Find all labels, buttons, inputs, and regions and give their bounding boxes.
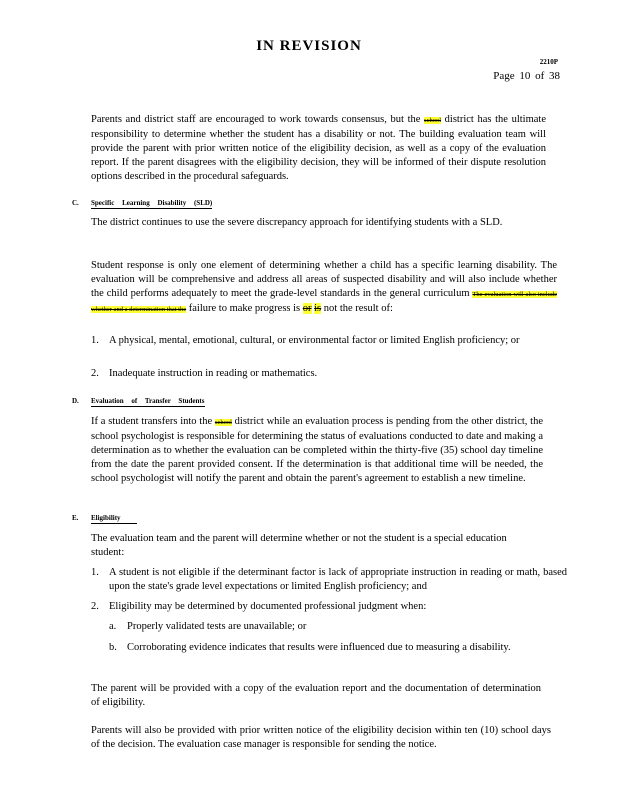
list-text: A student is not eligible if the determinant factor is lack of appropriate instruction in reading or math, based upon the state's grade level expectations or limited English proficiency; and xyxy=(109,567,567,592)
intro-text-1: Parents and district staff are encouraged to work towards consensus, but the xyxy=(91,114,425,125)
list-text: Corroborating evidence indicates that results were influenced due to measuring a disability. xyxy=(127,642,511,653)
section-e-letter: E. xyxy=(72,514,79,522)
intro-struck-word: school xyxy=(424,117,442,124)
list-text: Inadequate instruction in reading or mathematics. xyxy=(109,368,318,379)
page-number: Page 10 of 38 xyxy=(493,70,560,82)
section-e-list-item-2 xyxy=(91,600,567,614)
section-e-subitem-b xyxy=(109,641,547,655)
section-d-letter: D. xyxy=(72,397,79,405)
section-e-subitem-a xyxy=(109,620,547,634)
section-e-list-item-1 xyxy=(91,566,567,594)
section-c-struck-or: or xyxy=(302,303,312,314)
intro-text-2: district has the ultimate responsibility to determine whether the student has a disability or not. The building evaluation team will provide the parent with prior written notice of the eligibility decision, as well as a copy of the evaluation report. If the parent disagrees with the eligibility decision, they will be informed of their dispute resolution options described in the procedural safeguards. xyxy=(91,114,546,182)
intro-paragraph xyxy=(91,113,546,184)
section-c-list-item-1 xyxy=(91,334,529,348)
section-c-para2 xyxy=(91,259,557,317)
section-c-list-item-2 xyxy=(91,367,529,381)
list-number: 1. xyxy=(91,335,99,346)
list-number: 1. xyxy=(91,567,99,578)
section-d-text-2: district while an evaluation process is pending from the other district, the school psychologist is responsible for determining the status of evaluations conducted to date and making a determination as to whether the evaluation can be completed within the thirty-five (35) school day timeline from the date the parent provided consent. If the determination is that additional time will be needed, the school psychologist will notify the parent and obtain the parent's agreement to establish a new timeline. xyxy=(91,416,543,484)
section-c-heading: Specific Learning Disability (SLD) xyxy=(91,199,213,207)
section-e-para1: The parent will be provided with a copy of the evaluation report and the documentation of determination of eligibility. xyxy=(91,683,541,708)
section-c-para2-text-3: not the result of: xyxy=(321,303,393,314)
section-c-para2-text-2: failure to make progress is xyxy=(186,303,303,314)
section-c-letter: C. xyxy=(72,199,79,207)
list-letter: a. xyxy=(109,621,117,632)
list-number: 2. xyxy=(91,601,99,612)
list-number: 2. xyxy=(91,368,99,379)
policy-code: 2210P xyxy=(539,58,558,66)
section-c-struck-is: is xyxy=(314,303,322,314)
list-letter: b. xyxy=(109,642,117,653)
section-d-heading: Evaluation of Transfer Students xyxy=(91,397,205,405)
section-c-para2-text-1: Student response is only one element of determining whether a child has a specific learning disability. The evaluation will be comprehensive and address all areas of suspected disability and will also include whether the child performs adequately to meet the grade-level standards in the general curriculum xyxy=(91,260,557,299)
section-e-heading: Eligibility xyxy=(91,514,137,524)
section-c-para1: The district continues to use the severe discrepancy approach for identifying students with a SLD. xyxy=(91,217,503,228)
section-e-intro: The evaluation team and the parent will determine whether or not the student is a special education student: xyxy=(91,533,507,558)
page-title: IN REVISION xyxy=(256,38,362,54)
section-e-para2: Parents will also be provided with prior written notice of the eligibility decision within ten (10) school days of the decision. The evaluation case manager is responsible for sending the notice. xyxy=(91,725,551,750)
section-d-paragraph xyxy=(91,415,543,486)
section-d-text-1: If a student transfers into the xyxy=(91,416,215,427)
list-text: Eligibility may be determined by documented professional judgment when: xyxy=(109,601,427,612)
section-d-struck-word: school xyxy=(214,419,232,426)
list-text: A physical, mental, emotional, cultural, or environmental factor or limited English proficiency; or xyxy=(109,335,520,346)
list-text: Properly validated tests are unavailable; or xyxy=(127,621,307,632)
section-c-para2-deleted: The evaluation will also include whether and a determination that the xyxy=(91,291,557,313)
